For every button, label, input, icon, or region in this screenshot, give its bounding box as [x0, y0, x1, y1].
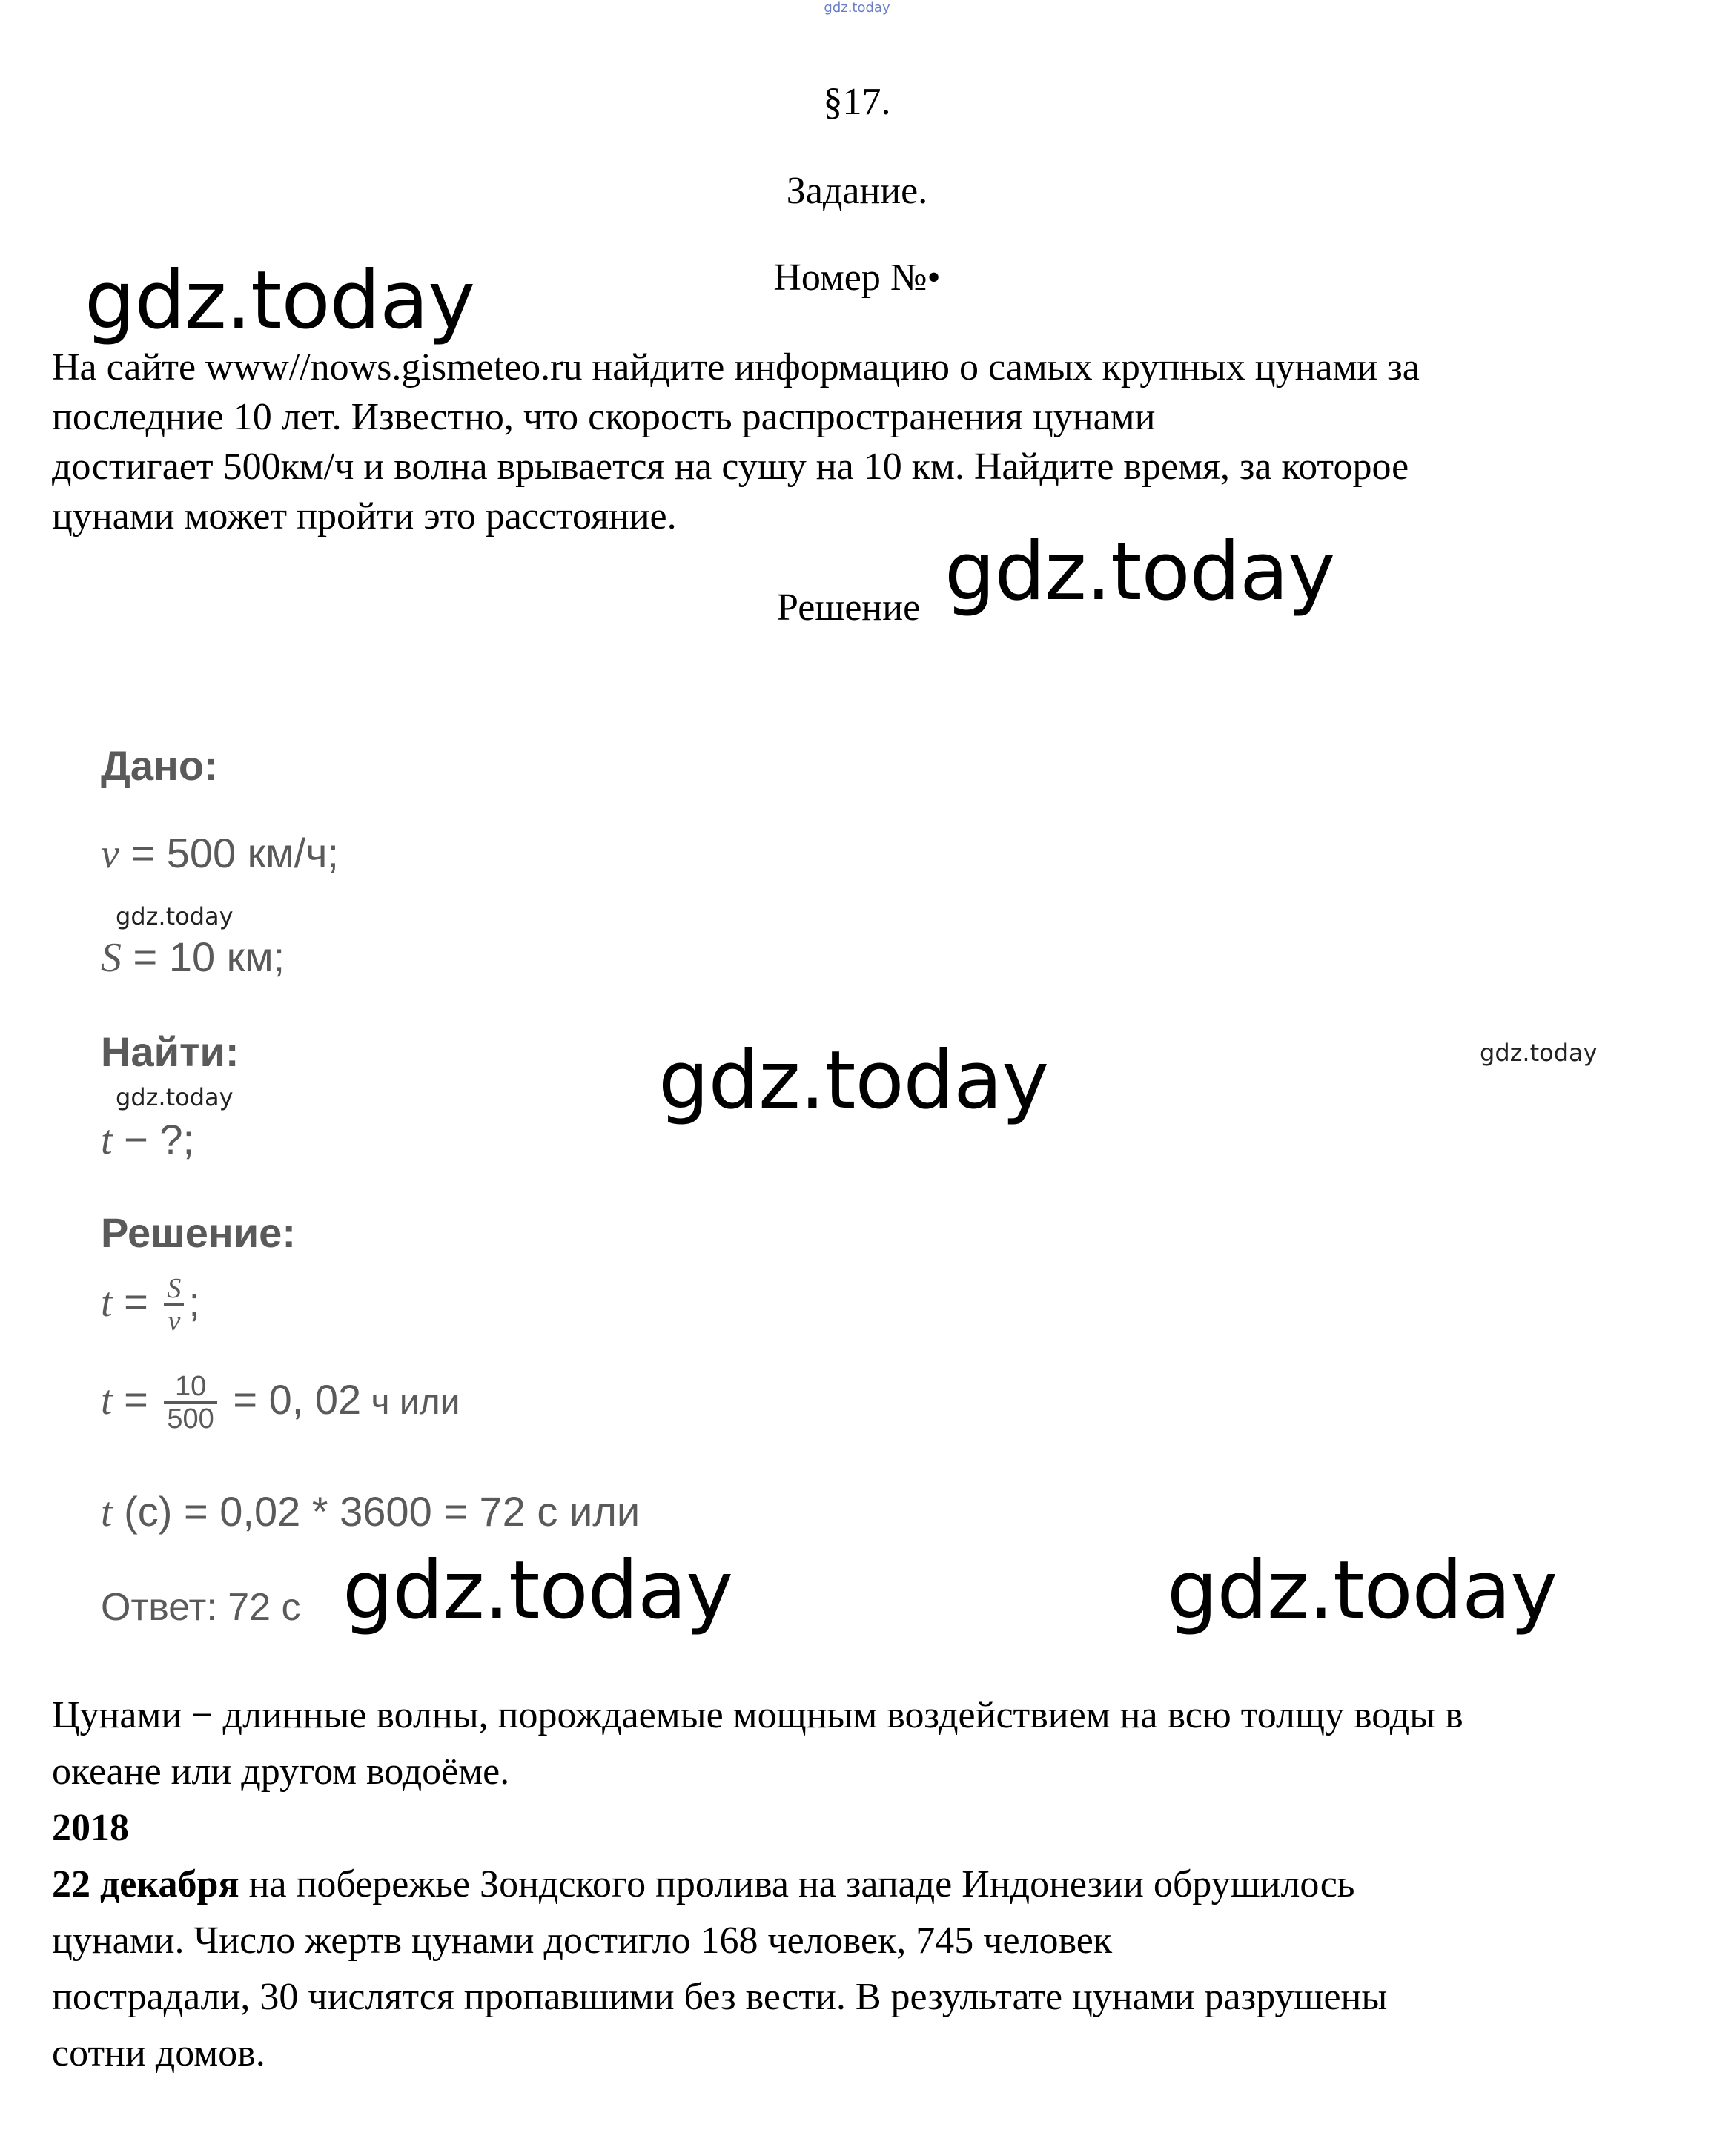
- distance-value: = 10 км;: [122, 933, 285, 980]
- problem-line: На сайте www//nows.gismeteo.ru найдите информацию о самых крупных цунами за: [52, 346, 1420, 388]
- info-text: [52, 1687, 1683, 2082]
- problem-text: [52, 343, 1683, 541]
- problem-line: цунами может пройти это расстояние.: [52, 495, 677, 538]
- watermark-small-1: gdz.today: [116, 902, 234, 930]
- calc-numerator: 10: [164, 1372, 216, 1404]
- info-date: 22 декабря: [52, 1863, 239, 1905]
- formula-denominator: v: [168, 1306, 181, 1337]
- formula: [101, 1274, 200, 1336]
- given-velocity: [101, 829, 339, 878]
- watermark-2: gdz.today: [944, 526, 1335, 618]
- info-line: Цунами − длинные волны, порождаемые мощным воздействием на всю толщу воды в: [52, 1694, 1463, 1736]
- calc-result: = 0, 02: [221, 1375, 362, 1423]
- calc-t: t: [101, 1377, 113, 1423]
- calc-eq: =: [112, 1375, 160, 1423]
- seconds-conversion: [101, 1487, 640, 1536]
- info-line: сотни домов.: [52, 2032, 265, 2074]
- seconds-text: (с) = 0,02 * 3600 = 72 с или: [112, 1488, 641, 1535]
- watermark-4: gdz.today: [343, 1544, 733, 1637]
- problem-line: достигает 500км/ч и волна врывается на сушу на 10 км. Найдите время, за которое: [52, 446, 1409, 488]
- time-find: − ?;: [112, 1116, 195, 1163]
- info-line: пострадали, 30 числятся пропавшими без вести. В результате цунами разрушены: [52, 1976, 1388, 2018]
- formula-eq: =: [112, 1277, 160, 1325]
- velocity-var: v: [101, 831, 119, 877]
- info-line-rest: на побережье Зондского пролива на западе Индонезии обрушилось: [239, 1863, 1355, 1905]
- seconds-t: t: [101, 1489, 113, 1535]
- watermark-5: gdz.today: [1167, 1544, 1558, 1637]
- calculation: [101, 1372, 460, 1434]
- formula-end: ;: [188, 1277, 200, 1325]
- watermark-3: gdz.today: [658, 1034, 1049, 1127]
- formula-fraction: [164, 1274, 184, 1336]
- calc-denominator: 500: [167, 1403, 214, 1435]
- solution-label: Решение: [777, 586, 921, 629]
- info-year: 2018: [52, 1807, 129, 1849]
- info-line: океане или другом водоёме.: [52, 1750, 510, 1793]
- watermark-small-3: gdz.today: [116, 1083, 234, 1111]
- top-watermark: gdz.today: [824, 0, 890, 16]
- task-title: Задание.: [786, 170, 928, 212]
- find-time: [101, 1115, 194, 1164]
- answer: Ответ: 72 с: [101, 1586, 301, 1629]
- given-distance: [101, 933, 285, 982]
- solution-heading: Решение:: [101, 1209, 296, 1256]
- time-var: t: [101, 1117, 113, 1163]
- find-heading: Найти:: [101, 1028, 239, 1075]
- info-line: [52, 1856, 1683, 1913]
- formula-numerator: S: [164, 1274, 184, 1306]
- section-title: §17.: [823, 81, 891, 123]
- watermark-small-2: gdz.today: [1480, 1039, 1598, 1067]
- given-heading: Дано:: [101, 742, 218, 789]
- calc-fraction: [164, 1372, 216, 1434]
- problem-line: последние 10 лет. Известно, что скорость распространения цунами: [52, 396, 1156, 438]
- info-line: цунами. Число жертв цунами достигло 168 человек, 745 человек: [52, 1919, 1113, 1962]
- formula-t: t: [101, 1279, 113, 1326]
- distance-var: S: [101, 935, 122, 981]
- watermark-1: gdz.today: [85, 254, 475, 347]
- number-title: Номер №•: [773, 257, 941, 299]
- calc-unit: ч или: [361, 1382, 460, 1422]
- velocity-value: = 500 км/ч;: [119, 830, 339, 876]
